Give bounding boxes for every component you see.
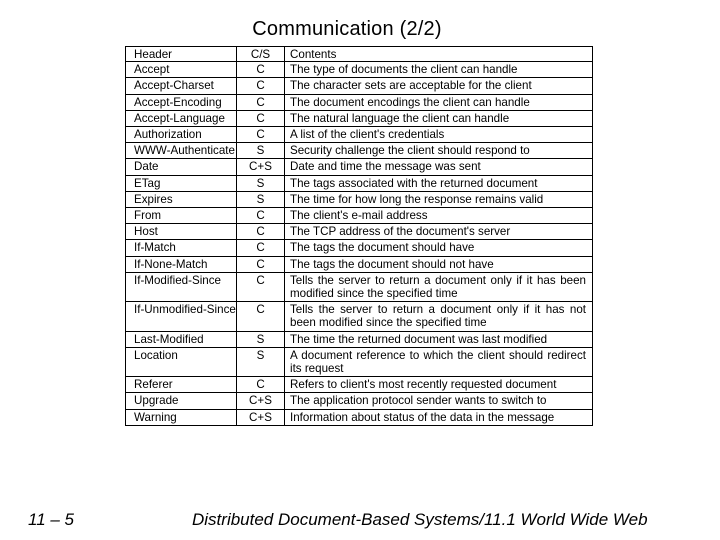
cs-cell: C+S xyxy=(237,409,285,425)
header-cell: Warning xyxy=(126,409,237,425)
contents-cell: The TCP address of the document's server xyxy=(285,224,593,240)
cs-cell: C xyxy=(237,240,285,256)
cs-cell: C xyxy=(237,62,285,78)
header-cell: Host xyxy=(126,224,237,240)
table-row xyxy=(126,175,593,191)
contents-cell: The tags associated with the returned document xyxy=(285,175,593,191)
table-row xyxy=(126,110,593,126)
header-cell: Accept-Encoding xyxy=(126,94,237,110)
contents-cell: The tags the document should have xyxy=(285,240,593,256)
contents-cell: The tags the document should not have xyxy=(285,256,593,272)
header-cell: Upgrade xyxy=(126,393,237,409)
cs-cell: C xyxy=(237,302,285,331)
slide-page-number: 11 – 5 xyxy=(28,510,75,529)
contents-cell: The time for how long the response remains valid xyxy=(285,191,593,207)
contents-cell: A list of the client's credentials xyxy=(285,127,593,143)
table-row xyxy=(126,377,593,393)
slide-title: Communication (2/2) xyxy=(252,18,442,40)
table-row xyxy=(126,240,593,256)
header-cell: From xyxy=(126,208,237,224)
contents-cell: Tells the server to return a document only if it has been modified since the specified time xyxy=(285,272,593,301)
contents-cell: The type of documents the client can handle xyxy=(285,62,593,78)
contents-cell: The character sets are acceptable for the client xyxy=(285,78,593,94)
table-row xyxy=(126,272,593,301)
cs-cell: S xyxy=(237,331,285,347)
table-row xyxy=(126,302,593,331)
table-row xyxy=(126,393,593,409)
cs-cell: C xyxy=(237,127,285,143)
table-row xyxy=(126,94,593,110)
table-header-row xyxy=(126,47,593,62)
http-headers-table-container xyxy=(125,46,592,426)
header-cell: Last-Modified xyxy=(126,331,237,347)
cs-cell: C xyxy=(237,377,285,393)
table-row xyxy=(126,224,593,240)
cs-cell: C xyxy=(237,208,285,224)
table-row xyxy=(126,208,593,224)
column-header-contents: Contents xyxy=(285,47,593,62)
contents-cell: Information about status of the data in the message xyxy=(285,409,593,425)
http-headers-table xyxy=(125,46,593,426)
cs-cell: S xyxy=(237,347,285,376)
contents-cell: Tells the server to return a document only if it has not been modified since the specified time xyxy=(285,302,593,331)
table-row xyxy=(126,347,593,376)
column-header-header: Header xyxy=(126,47,237,62)
cs-cell: C xyxy=(237,94,285,110)
table-row xyxy=(126,143,593,159)
table-row xyxy=(126,409,593,425)
cs-cell: C+S xyxy=(237,159,285,175)
header-cell: Location xyxy=(126,347,237,376)
table-row xyxy=(126,159,593,175)
table-row xyxy=(126,331,593,347)
slide-footer: Distributed Document-Based Systems/11.1 World Wide Web xyxy=(192,510,648,529)
header-cell: Accept-Charset xyxy=(126,78,237,94)
header-cell: Expires xyxy=(126,191,237,207)
header-cell: If-Unmodified-Since xyxy=(126,302,237,331)
contents-cell: The client's e-mail address xyxy=(285,208,593,224)
header-cell: Referer xyxy=(126,377,237,393)
contents-cell: The natural language the client can handle xyxy=(285,110,593,126)
header-cell: WWW-Authenticate xyxy=(126,143,237,159)
contents-cell: Security challenge the client should respond to xyxy=(285,143,593,159)
header-cell: Date xyxy=(126,159,237,175)
contents-cell: Refers to client's most recently requested document xyxy=(285,377,593,393)
header-cell: Accept xyxy=(126,62,237,78)
header-cell: If-None-Match xyxy=(126,256,237,272)
cs-cell: S xyxy=(237,175,285,191)
table-row xyxy=(126,62,593,78)
cs-cell: S xyxy=(237,143,285,159)
header-cell: If-Match xyxy=(126,240,237,256)
table-row xyxy=(126,256,593,272)
contents-cell: Date and time the message was sent xyxy=(285,159,593,175)
contents-cell: A document reference to which the client should redirect its request xyxy=(285,347,593,376)
cs-cell: S xyxy=(237,191,285,207)
cs-cell: C xyxy=(237,256,285,272)
column-header-cs: C/S xyxy=(237,47,285,62)
cs-cell: C xyxy=(237,78,285,94)
cs-cell: C xyxy=(237,224,285,240)
header-cell: ETag xyxy=(126,175,237,191)
table-row xyxy=(126,127,593,143)
cs-cell: C xyxy=(237,110,285,126)
contents-cell: The application protocol sender wants to switch to xyxy=(285,393,593,409)
table-row xyxy=(126,78,593,94)
cs-cell: C xyxy=(237,272,285,301)
contents-cell: The document encodings the client can handle xyxy=(285,94,593,110)
contents-cell: The time the returned document was last modified xyxy=(285,331,593,347)
header-cell: If-Modified-Since xyxy=(126,272,237,301)
table-row xyxy=(126,191,593,207)
cs-cell: C+S xyxy=(237,393,285,409)
header-cell: Accept-Language xyxy=(126,110,237,126)
header-cell: Authorization xyxy=(126,127,237,143)
